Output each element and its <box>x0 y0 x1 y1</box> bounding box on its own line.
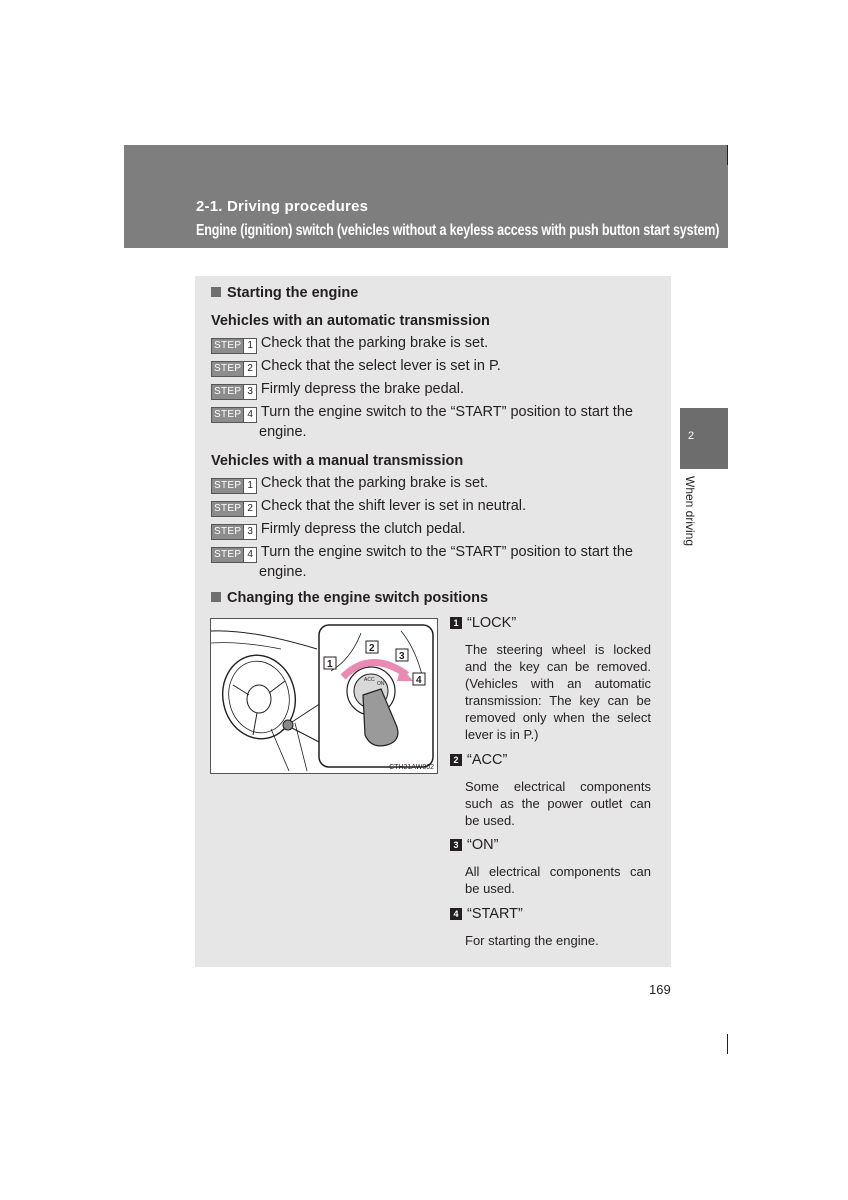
step-badge: STEP 3 <box>211 524 257 540</box>
automatic-heading: Vehicles with an automatic transmission <box>211 313 490 329</box>
step-badge: STEP 1 <box>211 478 257 494</box>
square-bullet-icon <box>211 287 221 297</box>
svg-text:ON: ON <box>377 681 385 687</box>
crop-mark-bottom <box>727 1034 728 1054</box>
crop-mark-top <box>727 145 728 165</box>
auto-step-1: STEP 1 Check that the parking brake is set. <box>211 333 488 354</box>
step-badge: STEP 3 <box>211 384 257 400</box>
auto-step-4-cont: engine. <box>259 424 307 440</box>
position-on-title: 3 “ON” <box>450 835 498 855</box>
chapter-number: 2 <box>688 430 695 442</box>
figure-code: CTH21AW002 <box>389 764 434 771</box>
position-lock-title: 1 “LOCK” <box>450 613 516 633</box>
section-label: 2-1. Driving procedures <box>196 198 369 215</box>
auto-step-4: STEP 4 Turn the engine switch to the “START” position to start the <box>211 402 633 423</box>
ignition-switch-drawing <box>211 619 437 773</box>
manual-heading: Vehicles with a manual transmission <box>211 453 464 469</box>
step-badge: STEP 4 <box>211 547 257 563</box>
manual-step-2: STEP 2 Check that the shift lever is set in neutral. <box>211 496 526 517</box>
step-badge: STEP 2 <box>211 361 257 377</box>
chapter-label: When driving <box>683 476 697 547</box>
step-badge: STEP 4 <box>211 407 257 423</box>
chapter-tab <box>680 408 728 469</box>
position-start-desc: For starting the engine. <box>465 933 599 948</box>
position-on-desc: All electrical components can be used. <box>465 864 651 896</box>
positions-heading: Changing the engine switch positions <box>211 588 488 608</box>
manual-step-4: STEP 4 Turn the engine switch to the “START” position to start the <box>211 542 633 563</box>
page-title: Engine (ignition) switch (vehicles without a keyless access with push button start system) <box>196 222 720 239</box>
figure-label-2: 2 <box>369 643 375 654</box>
step-badge: STEP 2 <box>211 501 257 517</box>
ignition-switch-illustration <box>210 618 438 774</box>
manual-step-3: STEP 3 Firmly depress the clutch pedal. <box>211 519 466 540</box>
manual-step-4-cont: engine. <box>259 564 307 580</box>
square-bullet-icon <box>211 592 221 602</box>
position-acc-desc: Some electrical components such as the power outlet can be used. <box>465 779 651 828</box>
position-acc-title: 2 “ACC” <box>450 750 507 770</box>
svg-text:ACC: ACC <box>364 677 375 683</box>
page-number: 169 <box>649 982 671 997</box>
manual-step-1: STEP 1 Check that the parking brake is set. <box>211 473 488 494</box>
figure-label-4: 4 <box>416 675 422 686</box>
auto-step-3: STEP 3 Firmly depress the brake pedal. <box>211 379 464 400</box>
figure-label-3: 3 <box>399 651 405 662</box>
step-badge: STEP 1 <box>211 338 257 354</box>
position-start-title: 4 “START” <box>450 904 523 924</box>
figure-label-1: 1 <box>327 659 333 670</box>
auto-step-2: STEP 2 Check that the select lever is set in P. <box>211 356 501 377</box>
position-lock-desc: The steering wheel is locked and the key can be removed. (Vehicles with an automatic transmission: The key can be removed only when the select lever is in P.) <box>465 642 651 742</box>
starting-heading: Starting the engine <box>211 283 358 303</box>
